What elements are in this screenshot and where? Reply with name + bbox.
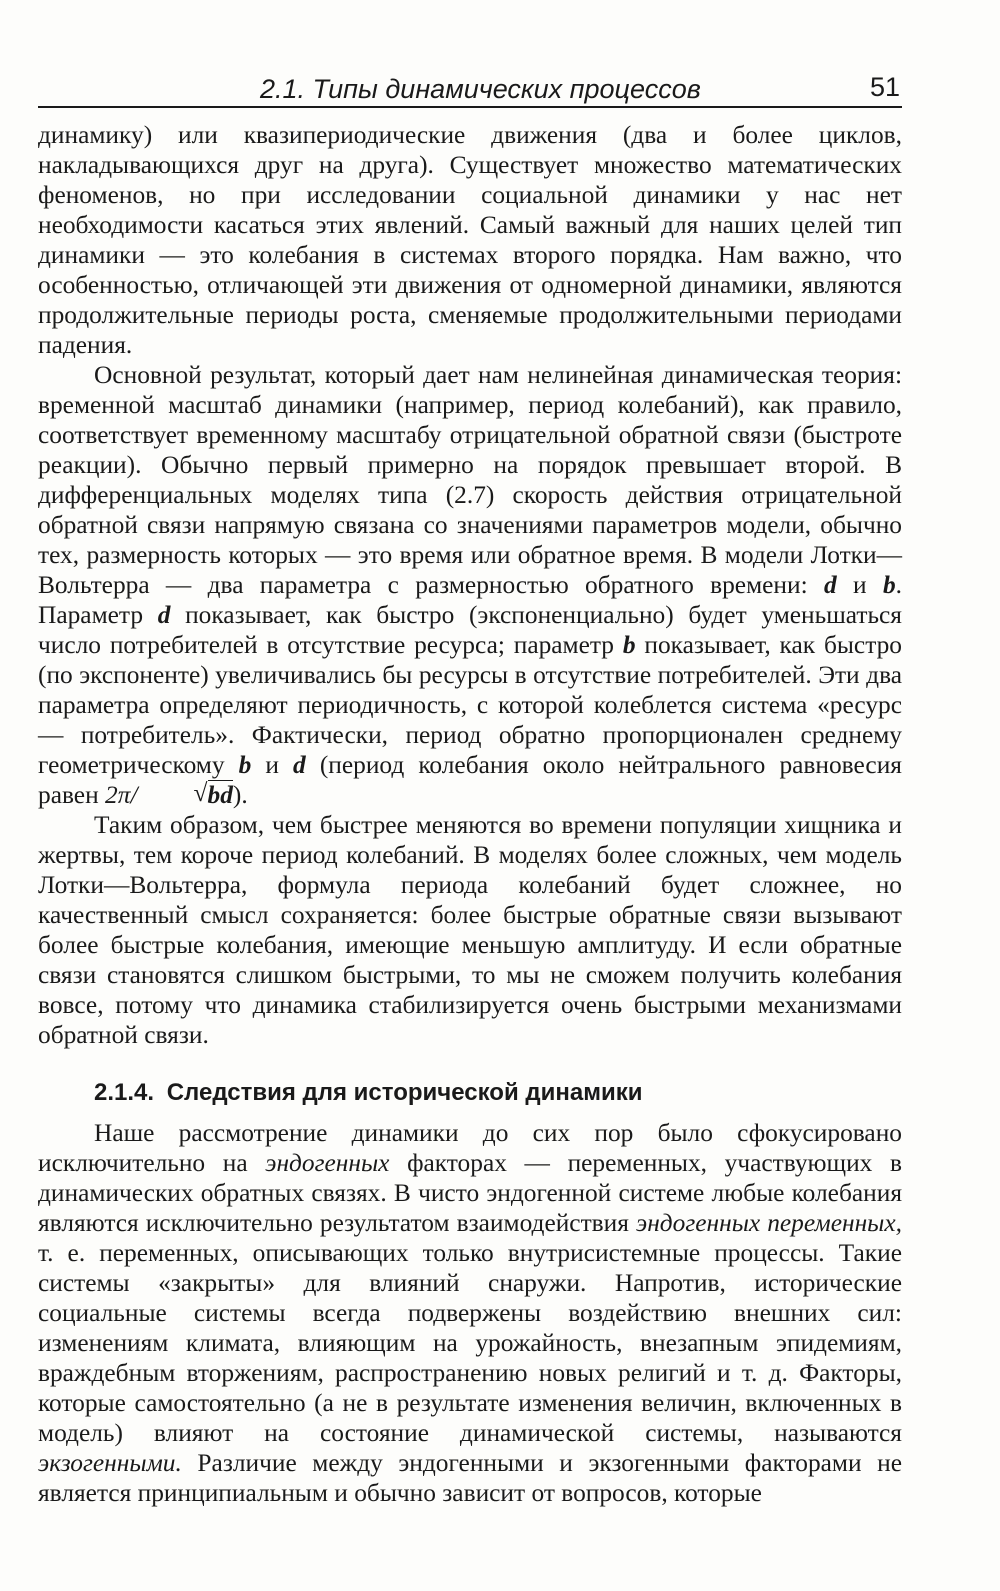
page-number: 51 <box>869 72 900 102</box>
emphasis-term: эндогенных переменных, <box>636 1209 902 1237</box>
text-run: факторах — переменных, участвующих в динамических обратных связях. В чисто эндогенной системе любые колебания являются исключительно результатом взаимодействия <box>38 1149 902 1237</box>
text-run: Наше рассмотрение динамики до сих пор было сфокусировано исключительно на <box>38 1119 902 1177</box>
formula-radicand: bd <box>207 781 233 809</box>
math-variable-b: b <box>882 571 896 599</box>
paragraph-main-result <box>38 360 902 810</box>
text-run: показывает, как быстро (по экспоненте) увеличивались бы ресурсы в отсутствие потребителей. Эти два параметра определяют периодичность, с которой колеблется система «ресурс — потребитель». Фактически, период обратно пропорционален среднему геометрическому <box>38 631 902 779</box>
paragraph-endogenous-exogenous <box>38 1118 902 1508</box>
text-run: показывает, как быстро (экспоненциально) будет уменьшаться число потребителей в отсутствие ресурса; параметр <box>38 601 902 659</box>
math-variable-b: b <box>622 631 636 659</box>
conjunction: и <box>853 571 867 599</box>
running-header <box>38 66 902 108</box>
conjunction: и <box>265 751 279 779</box>
subsection-title: Следствия для исторической динамики <box>166 1079 643 1106</box>
text-run: . Параметр <box>38 571 902 629</box>
radical-sign-icon: √ <box>193 779 208 807</box>
subsection-number: 2.1.4. <box>94 1079 155 1106</box>
math-variable-b: b <box>238 751 252 779</box>
emphasis-term: экзогенными. <box>38 1449 182 1477</box>
text-run: (период колебания около нейтрального равновесия равен <box>38 751 902 809</box>
math-variable-d: d <box>293 751 306 779</box>
page-body <box>38 120 902 1508</box>
formula-numerator: 2π/ <box>105 781 138 809</box>
emphasis-term: эндогенных <box>265 1149 390 1177</box>
paragraph-conclusion: Таким образом, чем быстрее меняются во времени популяции хищника и жертвы, тем короче период колебаний. В моделях более сложных, чем модель Лотки—Вольтерра, формула периода колебаний будет сложнее, но качественный смысл сохраняется: более быстрые обратные связи вызывают более быстрые колебания, имеющие меньшую амплитуду. И если обратные связи становятся слишком быстрыми, то мы не сможем получить колебания вовсе, потому что динамика стабилизируется очень быстрыми механизмами обратной связи. <box>38 811 902 1049</box>
text-run: Различие между эндогенными и экзогенными факторами не является принципиальным и обычно зависит от вопросов, которые <box>38 1449 902 1507</box>
text-run: т. е. переменных, описывающих только внутрисистемные процессы. Такие системы «закрыты» для влияний снаружи. Напротив, исторические социальные системы всегда подвержены воздействию внешних сил: изменениям климата, влияющим на урожайность, внезапным эпидемиям, враждебным вторжениям, распространению новых религий и т. д. Факторы, которые самостоятельно (а не в результате изменения величин, включенных в модель) влияют на состояние динамической системы, называются <box>38 1239 902 1447</box>
square-root <box>138 780 233 810</box>
text-run: ). <box>232 781 248 809</box>
math-variable-d: d <box>157 601 171 629</box>
subsection-heading <box>94 1078 902 1108</box>
paragraph-continued: динамику) или квазипериодические движения (два и более циклов, накладывающихся друг на друга). Существует множество математических феноменов, но при исследовании социальной динамики у нас нет необходимости касаться этих явлений. Самый важный для наших целей тип динамики — это колебания в системах второго порядка. Нам важно, что особенностью, отличающей эти движения от одномерной динамики, являются продолжительные периоды роста, сменяемые продолжительными периодами падения. <box>38 121 902 359</box>
period-formula <box>105 781 233 809</box>
running-header-section-title: 2.1. Типы динамических процессов <box>260 74 701 104</box>
text-run: Основной результат, который дает нам нелинейная динамическая теория: временной масштаб динамики (например, период колебаний), как правило, соответствует временному масштабу отрицательной обратной связи (быстроте реакции). Обычно первый примерно на порядок превышает второй. В дифференциальных моделях типа (2.7) скорость действия отрицательной обратной связи напрямую связана со значениями параметров модели, обычно тех, размерность которых — это время или обратное время. В модели Лотки—Вольтерра — два параметра с размерностью обратного времени: <box>38 361 902 599</box>
math-variable-d: d <box>823 571 837 599</box>
